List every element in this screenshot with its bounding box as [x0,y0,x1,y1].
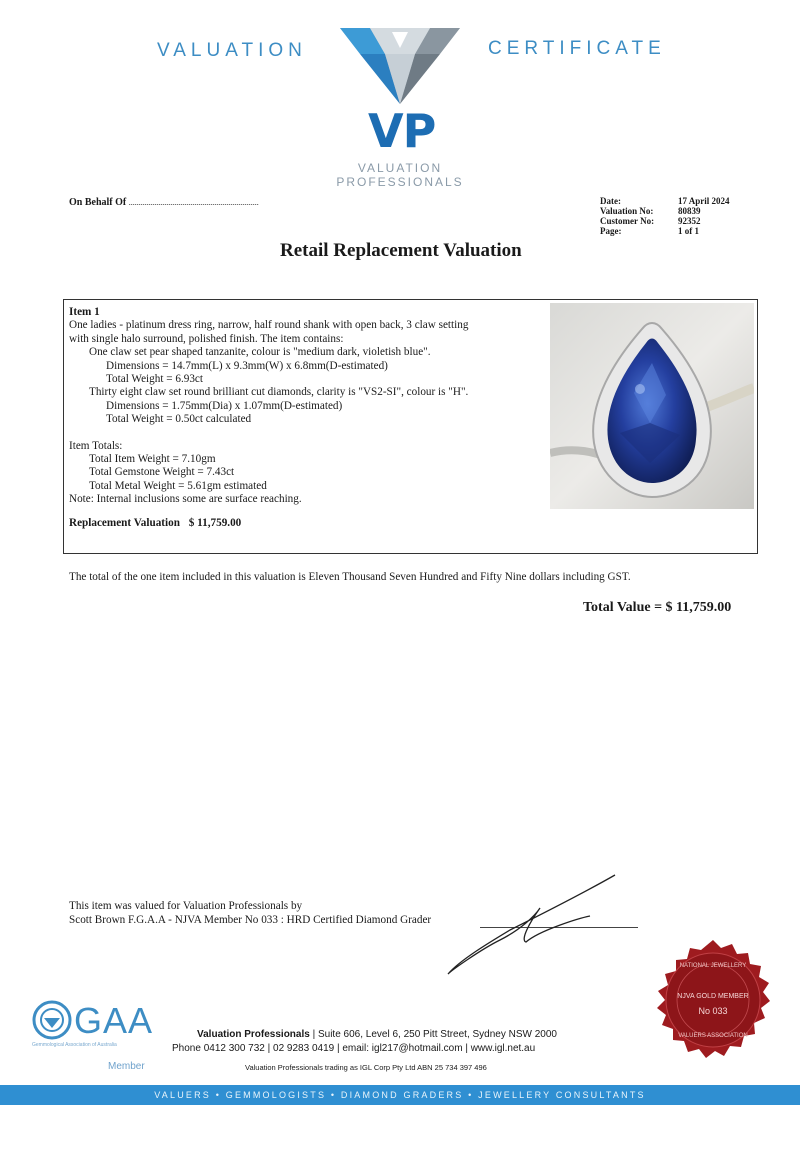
valuer-line-1: This item was valued for Valuation Professionals by [69,900,303,912]
stone-2: Thirty eight claw set round brilliant cut diamonds, clarity is "VS2-SI", colour is "H". [89,386,469,399]
on-behalf-line [69,197,259,208]
stone-1-weight: Total Weight = 6.93ct [106,373,204,386]
header-right-word: CERTIFICATE [488,38,666,59]
contact-address: | Suite 606, Level 6, 250 Pitt Street, Sydney NSW 2000 [309,1029,557,1040]
total-metal-weight: Total Metal Weight = 5.61gm estimated [89,479,267,492]
stone-2-weight: Total Weight = 0.50ct calculated [106,413,252,426]
meta-customer-label: Customer No: [600,216,655,226]
document-title: Retail Replacement Valuation [280,240,522,261]
meta-row [600,216,730,226]
total-item-weight: Total Item Weight = 7.10gm [89,453,216,466]
contact-line-2: Phone 0412 300 732 | 02 9283 0419 | email: igl217@hotmail.com | www.igl.net.au [172,1043,536,1054]
meta-row [600,206,730,216]
item-heading: Item 1 [69,306,100,318]
on-behalf-dots: ................................................................. [128,198,259,207]
seal-top-text: NATIONAL JEWELLERY [679,963,747,969]
seal-middle-text: NJVA GOLD MEMBER [677,993,749,1000]
meta-page-value: 1 of 1 [678,226,699,236]
total-value: Total Value = $ 11,759.00 [583,600,732,615]
meta-valuation-value: 80839 [678,206,701,216]
total-gemstone-weight: Total Gemstone Weight = 7.43ct [89,466,235,479]
replacement-label: Replacement Valuation [69,516,180,529]
gaa-subtitle: Gemmological Association of Australia [32,1042,117,1048]
replacement-value: $ 11,759.00 [188,516,242,529]
replacement-valuation [69,517,468,530]
meta-page-label: Page: [600,226,622,236]
seal-bottom-text: VALUERS ASSOCIATION [678,1033,748,1039]
stone-1-dimensions: Dimensions = 14.7mm(L) x 9.3mm(W) x 6.8mm(D-estimated) [106,359,388,372]
vp-logo-sub2: PROFESSIONALS [336,175,464,189]
item-box [63,299,758,554]
diamond-logo-icon [330,26,470,106]
footer-band: VALUERS • GEMMOLOGISTS • DIAMOND GRADERS • JEWELLERY CONSULTANTS [0,1085,800,1105]
contact-line-1 [197,1029,557,1040]
meta-date-value: 17 April 2024 [678,196,730,206]
seal-number-text: No 033 [698,1006,728,1016]
njva-seal-icon [648,938,778,1068]
item-desc-1: One ladies - platinum dress ring, narrow, half round shank with open back, 3 claw setting [69,319,469,332]
contact-line-3: Valuation Professionals trading as IGL Corp Pty Ltd ABN 25 734 397 496 [245,1063,487,1072]
stone-2-dimensions: Dimensions = 1.75mm(Dia) x 1.07mm(D-estimated) [106,399,343,412]
ring-photo [550,303,754,509]
meta-row [600,196,730,206]
item-text [69,306,468,530]
meta-valuation-label: Valuation No: [600,206,654,216]
meta-row [600,226,730,236]
item-desc-2: with single halo surround, polished finish. The item contains: [69,332,344,345]
vp-logo-subtitle [330,161,470,189]
gaa-emblem-icon [32,1000,72,1040]
summary-text: The total of the one item included in this valuation is Eleven Thousand Seven Hundred and Fifty Nine dollars including GST. [69,571,631,583]
vp-logo-letters: VP [368,104,436,158]
vp-logo-sub1: VALUATION [357,161,443,175]
meta-date-label: Date: [600,196,621,206]
gaa-name: GAA [74,1000,154,1041]
signature [440,870,630,980]
valuer-line-2: Scott Brown F.G.A.A - NJVA Member No 033 : HRD Certified Diamond Grader [69,914,432,926]
contact-company: Valuation Professionals [197,1029,310,1040]
gaa-member: Member [108,1061,145,1072]
meta-block [600,196,730,236]
header-left-word: VALUATION [157,40,307,61]
meta-customer-value: 92352 [678,216,701,226]
on-behalf-label: On Behalf Of [69,197,127,208]
stone-1: One claw set pear shaped tanzanite, colour is "medium dark, violetish blue". [89,346,431,359]
item-note: Note: Internal inclusions some are surface reaching. [69,493,302,506]
item-totals-heading: Item Totals: [69,439,123,452]
